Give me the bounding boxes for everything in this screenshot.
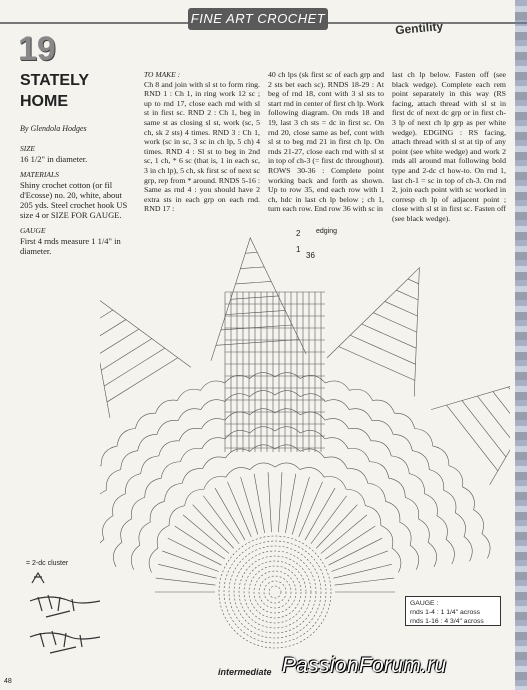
materials-text: Shiny crochet cotton (or fil d'Ecosse) no. 20, white, about 205 yds. Steel crochet hook US size 4 or SIZE FOR GAUGE. — [20, 180, 128, 220]
instructions-column-1 — [144, 70, 260, 214]
pattern-title: STATELY HOME — [20, 72, 89, 110]
instructions-column-2: 40 ch lps (sk first sc of each grp and 2 sts bet each sc). RNDS 18-29 : At beg of rnd 18, cont with 3 sl sts to start rnd in center of first ch lp. Work following diagram. On rnds 18 and 19, last 3 ch sts = dc in first sc. On rnd 20, close same as bef, cont with sl st to beg rnd 21 in first ch lp. On rnds 21-27, close each rnd with sl st in top of ch-3 (= first dc throughout). ROWS 30-36 : Complete point working back and forth as shown. Up to row 35, end each row with 1 ch, hdc in last ch lp below ; ch 1, turn each row. End row 36 with sc in — [268, 70, 384, 214]
cluster-legend-text: = 2-dc cluster — [26, 560, 69, 567]
header-banner: FINE ART CROCHET — [188, 8, 328, 30]
gauge-box-title: GAUGE : — [410, 600, 439, 607]
size-text: 16 1/2" in diameter. — [20, 154, 88, 164]
to-make-heading: TO MAKE : — [144, 70, 181, 79]
stitch-legend — [26, 560, 106, 664]
instructions-column-3: last ch lp below. Fasten off (see black wedge). Complete each rem point separately in this way (RS facing, attach thread with sl st in first dc of next dc grp or in first ch-3 lp of next ch lp grp as per white wedge). EDGING : RS facing, attach thread with sl st at tip of any point (see white wedge) and work 2 rnds all around mat following bold type and 2-dc cl how-to. On rnd 1, last ch-1 = sc in top of ch-3. On rnd 2, join each point with sc worked in corresp ch lp of adjacent point ; close with sl st in first sc. Fasten off (see black wedge). — [392, 70, 506, 223]
instructions-text-1: Ch 8 and join with sl st to form ring. RND 1 : Ch 1, in ring work 12 sc ; up to rnd 17, close each rnd with sl st in first sc. RND 2 : Ch 1, beg in same st as closing sl st, work (sc, 5 ch, sk 2 sts) 4 times. RND 3 : Ch 1, work (sc in sc, 3 sc in ch lp, 5 ch) 4 times. RND 4 : Sl st to beg in 2nd sc, 1 ch, * 6 sc (that is, 1 in each sc, 3 in ch lp), 5 ch, sk first sc of next sc grp, rep from * around. RNDS 5-16 : Same as rnd 4 : you should have 2 extra sts in each grp on each rnd. RND 17 : — [144, 79, 260, 214]
pattern-number: 19 — [18, 30, 56, 68]
page-edge-strip — [515, 0, 527, 690]
site-watermark: PassionForum.ru — [282, 654, 447, 677]
crochet-diagram — [100, 222, 510, 652]
size-heading: SIZE — [20, 144, 35, 153]
gauge-text: First 4 rnds measure 1 1/4" in diameter. — [20, 236, 121, 256]
gauge-box-line-1: rnds 1-4 : 1 1/4" across — [410, 609, 481, 616]
pattern-byline: By Glendola Hodges — [20, 124, 87, 133]
materials-heading: MATERIALS — [20, 170, 59, 179]
series-name: Gentility — [394, 19, 444, 38]
round-label-36: 36 — [306, 251, 315, 260]
page-number: 48 — [4, 678, 12, 685]
cluster-howto-illustration — [26, 567, 106, 662]
gauge-box — [405, 596, 501, 626]
gauge-heading: GAUGE — [20, 226, 46, 235]
gauge-box-line-2: rnds 1-16 : 4 3/4" across — [410, 618, 484, 625]
round-label-2: 2 — [296, 229, 301, 238]
round-label-1: 1 — [296, 245, 301, 254]
skill-level: intermediate — [218, 667, 272, 677]
edging-label: edging — [316, 228, 338, 235]
